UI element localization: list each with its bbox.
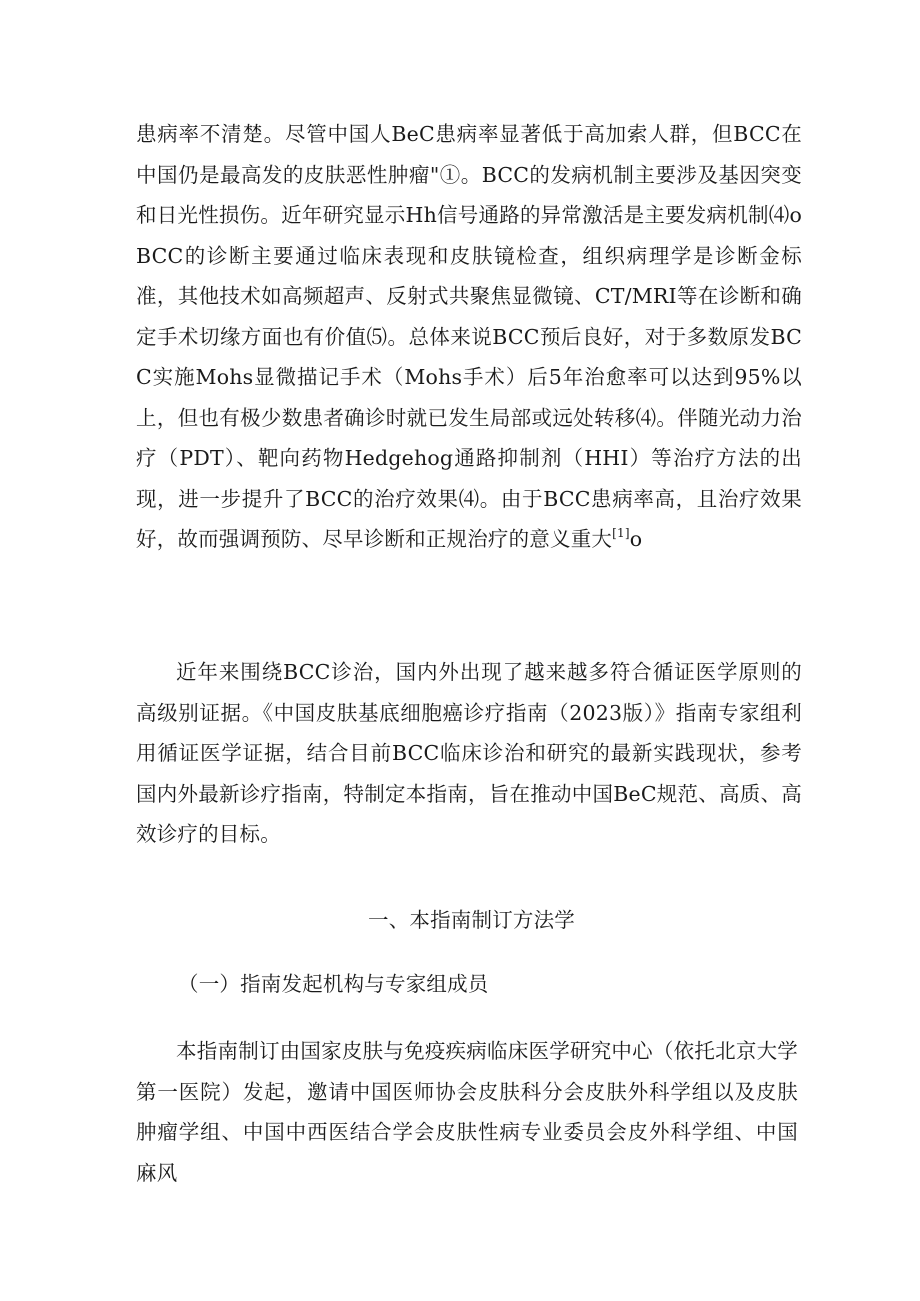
paragraph-intro-end: o xyxy=(629,527,643,551)
citation-reference: [1] xyxy=(612,526,630,540)
subsection-heading-organizers: （一）指南发起机构与专家组成员 xyxy=(178,972,489,996)
section-heading-methodology: 一、本指南制订方法学 xyxy=(368,908,575,932)
paragraph-organizers: 本指南制订由国家皮肤与免疫疾病临床医学研究中心（依托北京大学第一医院）发起，邀请中国医师协会皮肤科分会皮肤外科学组以及皮肤肿瘤学组、中国中西医结合学会皮肤性病专业委员会皮外科学组、中国麻风 xyxy=(136,1039,798,1185)
paragraph-intro-bcc xyxy=(136,114,802,560)
paragraph-guideline-purpose: 近年来围绕BCC诊治，国内外出现了越来越多符合循证医学原则的高级别证据。《中国皮肤基底细胞癌诊疗指南（2023版）》指南专家组利用循证医学证据，结合目前BCC临床诊治和研究的最新实践现状，参考国内外最新诊疗指南，特制定本指南，旨在推动中国BeC规范、高质、高效诊疗的目标。 xyxy=(136,660,802,846)
paragraph-intro-text: 患病率不清楚。尽管中国人BeC患病率显著低于高加索人群，但BCC在中国仍是最高发的皮肤恶性肿瘤"①。BCC的发病机制主要涉及基因突变和日光性损伤。近年研究显示Hh信号通路的异常激活是主要发病机制⑷oBCC的诊断主要通过临床表现和皮肤镜检查，组织病理学是诊断金标准，其他技术如高频超声、反射式共聚焦显微镜、CT/MRI等在诊断和确定手术切缘方面也有价值⑸。总体来说BCC预后良好，对于多数原发BCC实施Mohs显微描记手术（Mohs手术）后5年治愈率可以达到95%以上，但也有极少数患者确诊时就已发生局部或远处转移⑷。伴随光动力治疗（PDT）、靶向药物Hedgehog通路抑制剂（HHI）等治疗方法的出现，进一步提升了BCC的治疗效果⑷。由于BCC患病率高，且治疗效果好，故而强调预防、尽早诊断和正规治疗的意义重大 xyxy=(136,122,802,551)
